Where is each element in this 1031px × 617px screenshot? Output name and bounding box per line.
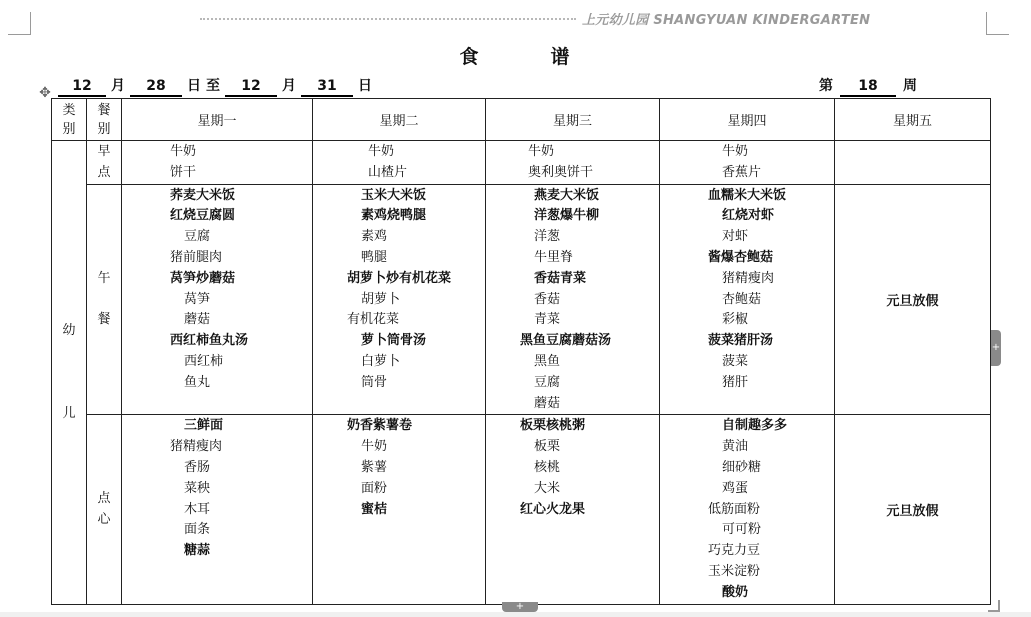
- menu-item: 元旦放假: [886, 293, 939, 309]
- day-header-thu: 星期四: [660, 99, 835, 141]
- menu-item: 红烧豆腐圆: [170, 208, 236, 224]
- menu-item: 洋葱: [534, 229, 561, 245]
- menu-item: 萝卜筒骨汤: [361, 333, 427, 349]
- four-arrows-icon[interactable]: ✥: [39, 85, 51, 101]
- menu-item: 鸡蛋: [722, 480, 749, 496]
- menu-item: 彩椒: [722, 312, 749, 328]
- menu-item: 三鲜面: [184, 418, 224, 434]
- breakfast-thu: [660, 141, 835, 185]
- menu-item: 板栗核桃粥: [520, 418, 586, 434]
- menu-item: 黑鱼豆腐蘑菇汤: [520, 333, 612, 349]
- snack-wed: [486, 415, 660, 604]
- menu-item: 青菜: [534, 312, 561, 328]
- menu-item: 牛奶: [361, 439, 388, 455]
- plus-icon: +: [515, 601, 525, 612]
- menu-item: 鱼丸: [184, 374, 211, 390]
- breakfast-row: [52, 141, 991, 185]
- table-resize-handle[interactable]: [988, 600, 1000, 612]
- menu-table: [51, 98, 991, 605]
- menu-item: 牛奶: [528, 144, 555, 159]
- lunch-tue: [313, 184, 486, 415]
- menu-item: 胡萝卜: [361, 291, 401, 307]
- breakfast-label: 早 点: [87, 141, 122, 185]
- menu-item: 黄油: [722, 439, 749, 455]
- lunch-row: [52, 184, 991, 415]
- menu-item: 板栗: [534, 439, 561, 455]
- menu-item: 豆腐: [184, 229, 211, 245]
- window-bottom-edge: [0, 612, 1031, 617]
- day-header-fri: 星期五: [835, 99, 991, 141]
- start-month: 12: [58, 77, 106, 97]
- snack-label: 点 心: [87, 415, 122, 604]
- menu-item: 酸奶: [722, 584, 749, 600]
- menu-item: 豆腐: [534, 374, 561, 390]
- menu-item: 猪前腿肉: [170, 249, 223, 265]
- snack-tue: [313, 415, 486, 604]
- day-label: 日: [187, 78, 201, 94]
- menu-item: 蘑菇: [184, 312, 211, 328]
- menu-item: 有机花菜: [347, 312, 400, 328]
- menu-item: 大米: [534, 480, 561, 496]
- menu-item: 猪精瘦肉: [722, 270, 775, 286]
- month-label-2: 月: [282, 78, 296, 94]
- end-month: 12: [225, 77, 277, 97]
- breakfast-wed: [486, 141, 660, 185]
- menu-item: 可可粉: [722, 522, 762, 538]
- document-title: [0, 42, 1031, 69]
- day-header-mon: 星期一: [122, 99, 313, 141]
- day-header-wed: 星期三: [486, 99, 660, 141]
- menu-item: 西红柿: [184, 353, 224, 369]
- menu-item: 猪肝: [722, 374, 749, 390]
- menu-item: 奶香紫薯卷: [347, 418, 413, 434]
- week-prefix: 第: [819, 78, 833, 94]
- lunch-label: 午 餐: [87, 184, 122, 415]
- menu-item: 奥利奥饼干: [528, 164, 594, 180]
- menu-item: 玉米大米饭: [361, 187, 427, 203]
- menu-item: 菜秧: [184, 480, 211, 496]
- menu-item: 牛奶: [722, 144, 749, 159]
- to-label: 至: [206, 78, 220, 94]
- menu-item: 西红柿鱼丸汤: [170, 333, 249, 349]
- menu-item: 猪精瘦肉: [170, 439, 223, 455]
- menu-item: 菠菜: [722, 353, 749, 369]
- menu-item: 鸭腿: [361, 249, 388, 265]
- menu-item: 牛奶: [368, 144, 395, 159]
- menu-item: 红烧对虾: [722, 208, 775, 224]
- menu-item: 核桃: [534, 459, 561, 475]
- week-number: [812, 77, 924, 97]
- menu-item: 糖蒜: [184, 543, 211, 559]
- snack-fri: [835, 415, 991, 604]
- menu-item: 血糯米大米饭: [708, 187, 787, 203]
- end-day: 31: [301, 77, 353, 97]
- meal-header: 餐 别: [87, 99, 122, 141]
- menu-item: 蜜桔: [361, 501, 388, 517]
- menu-item: 素鸡烧鸭腿: [361, 208, 427, 224]
- snack-mon: [122, 415, 313, 604]
- add-row-button[interactable]: [502, 602, 538, 612]
- start-day: 28: [130, 77, 182, 97]
- month-label: 月: [111, 78, 125, 94]
- menu-item: 牛奶: [170, 144, 197, 159]
- snack-row: [52, 415, 991, 604]
- menu-item: 燕麦大米饭: [534, 187, 600, 203]
- day-label-2: 日: [358, 78, 372, 94]
- menu-item: 饼干: [170, 164, 197, 180]
- menu-item: 低筋面粉: [708, 501, 761, 517]
- menu-item: 白萝卜: [361, 353, 401, 369]
- breakfast-fri: [835, 141, 991, 185]
- menu-item: 蘑菇: [534, 395, 561, 411]
- title-char-2: 谱: [550, 46, 572, 68]
- date-range: [58, 77, 377, 97]
- menu-item: 自制趣多多: [722, 418, 788, 434]
- category-header: 类 别: [52, 99, 87, 141]
- breakfast-mon: [122, 141, 313, 185]
- breakfast-tue: [313, 141, 486, 185]
- menu-item: 巧克力豆: [708, 543, 761, 559]
- menu-item: 筒骨: [361, 374, 388, 390]
- page-corner-mark-right: [986, 12, 1009, 35]
- menu-item: 黑鱼: [534, 353, 561, 369]
- title-char-1: 食: [459, 46, 481, 68]
- page-corner-mark-left: [8, 12, 31, 35]
- lunch-wed: [486, 184, 660, 415]
- menu-item: 细砂糖: [722, 459, 762, 475]
- menu-item: 红心火龙果: [520, 501, 586, 517]
- week-no: 18: [840, 77, 896, 97]
- menu-item: 胡萝卜炒有机花菜: [347, 270, 452, 286]
- menu-item: 荞麦大米饭: [170, 187, 236, 203]
- menu-item: 香菇青菜: [534, 270, 587, 286]
- menu-item: 元旦放假: [886, 503, 939, 519]
- menu-item: 木耳: [184, 501, 211, 517]
- day-header-tue: 星期二: [313, 99, 486, 141]
- menu-item: 杏鲍菇: [722, 291, 762, 307]
- menu-item: 酱爆杏鲍菇: [708, 249, 774, 265]
- menu-item: 素鸡: [361, 229, 388, 245]
- add-column-button[interactable]: [991, 330, 1001, 366]
- menu-item: 香蕉片: [722, 164, 762, 180]
- menu-item: 香肠: [184, 459, 211, 475]
- menu-item: 牛里脊: [534, 249, 574, 265]
- plus-icon: +: [991, 342, 1001, 353]
- menu-item: 对虾: [722, 229, 749, 245]
- lunch-mon: [122, 184, 313, 415]
- menu-item: 洋葱爆牛柳: [534, 208, 600, 224]
- menu-item: 莴笋炒蘑菇: [170, 270, 236, 286]
- snack-thu: [660, 415, 835, 604]
- menu-item: 面条: [184, 522, 211, 538]
- header-row: [52, 99, 991, 141]
- week-suffix: 周: [903, 78, 917, 94]
- menu-item: 面粉: [361, 480, 388, 496]
- menu-item: 香菇: [534, 291, 561, 307]
- menu-item: 莴笋: [184, 291, 211, 307]
- menu-item: 紫薯: [361, 459, 388, 475]
- header-dotted-rule: [200, 18, 576, 20]
- menu-item: 玉米淀粉: [708, 563, 761, 579]
- lunch-fri: [835, 184, 991, 415]
- lunch-thu: [660, 184, 835, 415]
- menu-item: 山楂片: [368, 164, 408, 180]
- menu-item: 菠菜猪肝汤: [708, 333, 774, 349]
- group-cell: 幼 儿: [52, 141, 87, 605]
- school-header: 上元幼儿园 SHANGYUAN KINDERGARTEN: [582, 13, 871, 28]
